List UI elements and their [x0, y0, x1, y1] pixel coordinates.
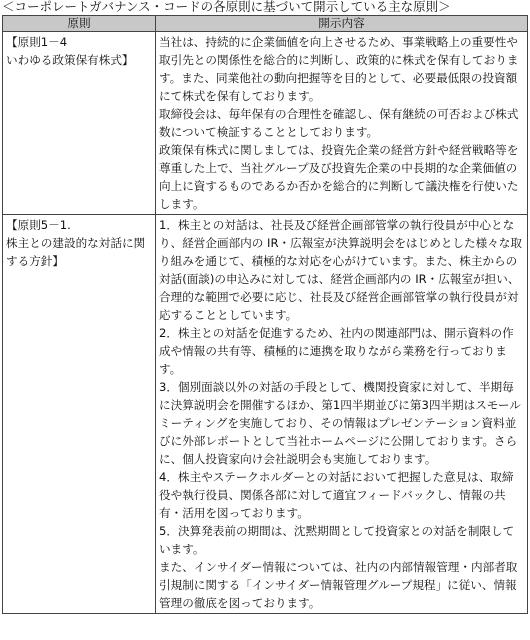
- table-row: [3, 32, 528, 215]
- principle-label: いわゆる政策保有株式】: [6, 53, 134, 67]
- disclosure-paragraph: 4．株主やステークホルダーとの対話において把握した意見は、取締役や執行役員、関係各部に対して適宜フィードバックし、情報の共有・活用を図っております。: [159, 470, 514, 520]
- disclosure-paragraph: 政策保有株式に関しましては、投資先企業の経営方針や経営戦略等を尊重した上で、当社グループ及び投資先企業の中長期的な企業価値の向上に資するものであるか否かを総合的に判断して議決権を行使いたします。: [159, 143, 519, 211]
- document-title: ＜コーポレートガバナンス・コードの各原則に基づいて開示している主な原則＞: [2, 0, 451, 14]
- disclosure-cell: [156, 32, 528, 215]
- disclosure-paragraph: 取締役会は、毎年保有の合理性を確認し、保有継続の可否および株式数について検証することとしております。: [159, 107, 519, 139]
- column-header-disclosure: 開示内容: [156, 16, 528, 32]
- principle-label: 株主との建設的な対話に関する方針】: [6, 236, 146, 268]
- principles-table: [2, 15, 528, 614]
- disclosure-paragraph: 3．個別面談以外の対話の手段として、機関投資家に対して、半期毎に決算説明会を開催するほか、第1四半期並びに第3四半期はスモールミーティングを実施しており、その情報はプレゼンテーション資料並びに外部レポートとして当社ホームページに公開しております。さらに、個人投資家向け会社説明会も実施しております。: [159, 380, 521, 466]
- disclosure-cell: [156, 215, 528, 614]
- principle-cell: [3, 32, 156, 215]
- disclosure-paragraph: 当社は、持続的に企業価値を向上させるため、事業戦略上の重要性や取引先との関係性を総合的に判断し、政策的に株式を保有しております。また、同業他社の動向把握等を目的として、必要最低限の投資額にて株式を保有しております。: [159, 35, 519, 103]
- disclosure-paragraph: 5．決算発表前の期間は、沈黙期間として投資家との対話を制限しています。: [159, 524, 515, 556]
- disclosure-paragraph: 2．株主との対話を促進するため、社内の関連部門は、開示資料の作成や情報の共有等、積極的に連携を取りながら業務を行っております。: [159, 326, 514, 376]
- disclosure-paragraph: 1．株主との対話は、社長及び経営企画部管掌の執行役員が中心となり、経営企画部内の IR・広報室が決算説明会をはじめとした様々な取り組みを通じて、積極的な対応を心がけています。また、株主からの対話(面談)の申込みに対しては、経営企画部内の IR・広報室が担い、合理的な範囲で必要に応じ、社長及び経営企画部管掌の執行役員が対応することとしています。: [159, 218, 522, 322]
- table-header-row: [3, 16, 528, 32]
- table-row: [3, 215, 528, 614]
- principle-label: 【原則1－4: [6, 35, 68, 49]
- principle-label: 【原則5－1.: [6, 218, 71, 232]
- column-header-principle: 原則: [3, 16, 156, 32]
- disclosure-paragraph: また、インサイダー情報については、社内の内部情報管理・内部者取引規制に関する「インサイダー情報管理グループ規程」に従い、情報管理の徹底を図っております。: [159, 560, 518, 610]
- principle-cell: [3, 215, 156, 614]
